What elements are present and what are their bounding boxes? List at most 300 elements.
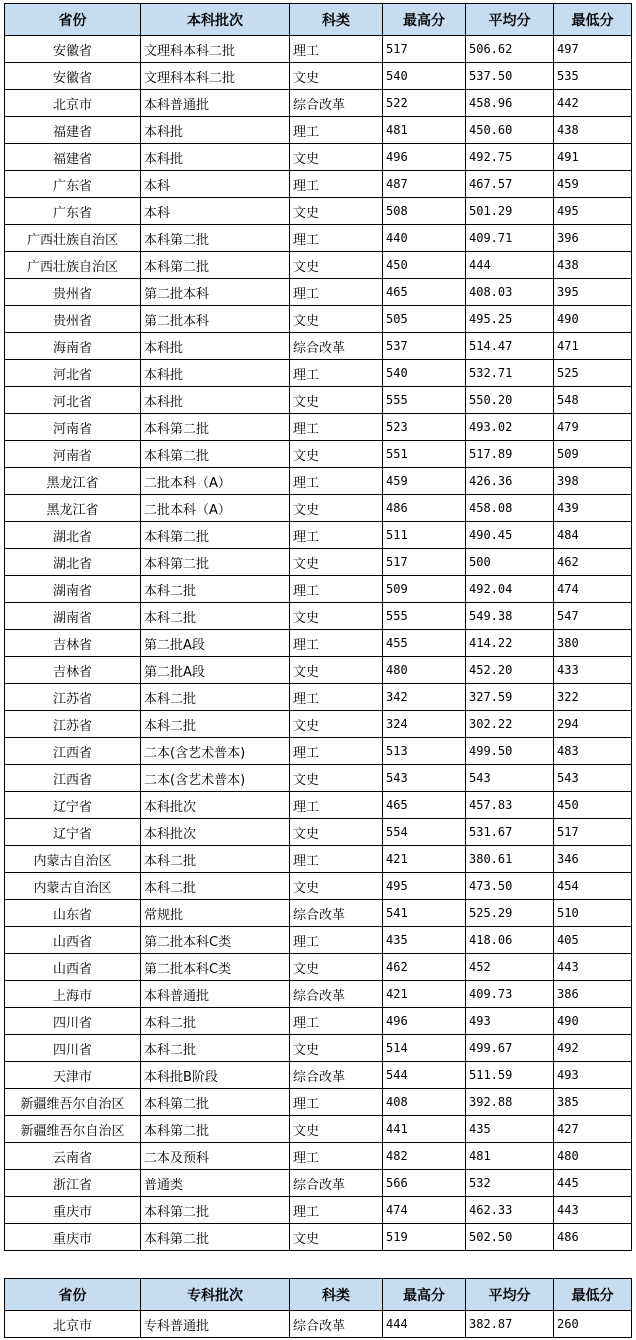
cell-batch: 第二批本科 — [141, 306, 290, 333]
cell-max-score: 554 — [383, 819, 466, 846]
cell-province: 山西省 — [5, 927, 141, 954]
cell-subject: 理工 — [290, 360, 383, 387]
table-row — [5, 1170, 632, 1197]
cell-max-score: 342 — [383, 684, 466, 711]
cell-subject: 综合改革 — [290, 981, 383, 1008]
cell-max-score: 541 — [383, 900, 466, 927]
cell-batch: 本科批 — [141, 360, 290, 387]
cell-min-score: 346 — [554, 846, 632, 873]
table-row — [5, 387, 632, 414]
cell-avg-score: 493.02 — [466, 414, 554, 441]
cell-min-score: 483 — [554, 738, 632, 765]
cell-subject: 文史 — [290, 441, 383, 468]
header-max-score: 最高分 — [383, 1279, 466, 1311]
table-row — [5, 1008, 632, 1035]
table-row — [5, 792, 632, 819]
cell-min-score: 443 — [554, 954, 632, 981]
cell-max-score: 566 — [383, 1170, 466, 1197]
cell-subject: 文史 — [290, 657, 383, 684]
table-row — [5, 1143, 632, 1170]
cell-subject: 理工 — [290, 414, 383, 441]
cell-avg-score: 458.08 — [466, 495, 554, 522]
cell-max-score: 555 — [383, 387, 466, 414]
table-row — [5, 1116, 632, 1143]
table-row — [5, 1062, 632, 1089]
table-row — [5, 1224, 632, 1251]
cell-max-score: 444 — [383, 1311, 466, 1338]
cell-subject: 理工 — [290, 630, 383, 657]
table-row — [5, 1311, 632, 1338]
header-subject: 科类 — [290, 1279, 383, 1311]
table-row — [5, 279, 632, 306]
table-row — [5, 657, 632, 684]
cell-batch: 文理科本科二批 — [141, 63, 290, 90]
cell-subject: 文史 — [290, 144, 383, 171]
cell-avg-score: 502.50 — [466, 1224, 554, 1251]
cell-avg-score: 490.45 — [466, 522, 554, 549]
cell-batch: 本科第二批 — [141, 1116, 290, 1143]
cell-subject: 综合改革 — [290, 1311, 383, 1338]
cell-avg-score: 499.50 — [466, 738, 554, 765]
cell-min-score: 454 — [554, 873, 632, 900]
cell-batch: 本科批次 — [141, 819, 290, 846]
cell-province: 天津市 — [5, 1062, 141, 1089]
cell-province: 重庆市 — [5, 1197, 141, 1224]
cell-province: 广西壮族自治区 — [5, 225, 141, 252]
cell-min-score: 491 — [554, 144, 632, 171]
cell-province: 内蒙古自治区 — [5, 846, 141, 873]
table-row — [5, 144, 632, 171]
cell-batch: 本科 — [141, 198, 290, 225]
table-row — [5, 333, 632, 360]
cell-min-score: 439 — [554, 495, 632, 522]
cell-max-score: 517 — [383, 36, 466, 63]
cell-batch: 本科二批 — [141, 603, 290, 630]
cell-batch: 本科第二批 — [141, 225, 290, 252]
cell-subject: 理工 — [290, 927, 383, 954]
cell-batch: 本科二批 — [141, 1008, 290, 1035]
cell-subject: 文史 — [290, 252, 383, 279]
table-row — [5, 414, 632, 441]
cell-subject: 理工 — [290, 1089, 383, 1116]
table-row — [5, 549, 632, 576]
cell-avg-score: 495.25 — [466, 306, 554, 333]
cell-subject: 理工 — [290, 738, 383, 765]
cell-max-score: 496 — [383, 1008, 466, 1035]
cell-max-score: 480 — [383, 657, 466, 684]
cell-max-score: 324 — [383, 711, 466, 738]
cell-max-score: 523 — [383, 414, 466, 441]
cell-batch: 本科第二批 — [141, 522, 290, 549]
undergrad-table-body — [5, 36, 632, 1251]
cell-subject: 理工 — [290, 684, 383, 711]
cell-avg-score: 418.06 — [466, 927, 554, 954]
cell-avg-score: 392.88 — [466, 1089, 554, 1116]
cell-min-score: 450 — [554, 792, 632, 819]
cell-batch: 本科 — [141, 171, 290, 198]
cell-max-score: 511 — [383, 522, 466, 549]
cell-avg-score: 327.59 — [466, 684, 554, 711]
cell-subject: 文史 — [290, 1116, 383, 1143]
cell-avg-score: 452.20 — [466, 657, 554, 684]
cell-min-score: 386 — [554, 981, 632, 1008]
cell-max-score: 540 — [383, 360, 466, 387]
cell-province: 四川省 — [5, 1035, 141, 1062]
cell-max-score: 465 — [383, 279, 466, 306]
cell-min-score: 385 — [554, 1089, 632, 1116]
cell-min-score: 442 — [554, 90, 632, 117]
cell-min-score: 493 — [554, 1062, 632, 1089]
cell-province: 安徽省 — [5, 63, 141, 90]
header-province: 省份 — [5, 4, 141, 36]
cell-avg-score: 532 — [466, 1170, 554, 1197]
table-row — [5, 900, 632, 927]
cell-max-score: 440 — [383, 225, 466, 252]
cell-province: 新疆维吾尔自治区 — [5, 1116, 141, 1143]
cell-avg-score: 543 — [466, 765, 554, 792]
cell-batch: 文理科本科二批 — [141, 36, 290, 63]
cell-avg-score: 450.60 — [466, 117, 554, 144]
cell-max-score: 435 — [383, 927, 466, 954]
cell-avg-score: 550.20 — [466, 387, 554, 414]
cell-batch: 本科二批 — [141, 846, 290, 873]
table-row — [5, 819, 632, 846]
cell-max-score: 482 — [383, 1143, 466, 1170]
cell-batch: 第二批本科C类 — [141, 927, 290, 954]
cell-province: 重庆市 — [5, 1224, 141, 1251]
cell-min-score: 490 — [554, 1008, 632, 1035]
cell-max-score: 465 — [383, 792, 466, 819]
cell-min-score: 548 — [554, 387, 632, 414]
cell-subject: 理工 — [290, 117, 383, 144]
cell-subject: 文史 — [290, 306, 383, 333]
cell-subject: 综合改革 — [290, 1170, 383, 1197]
cell-min-score: 480 — [554, 1143, 632, 1170]
cell-province: 江西省 — [5, 738, 141, 765]
cell-province: 河南省 — [5, 441, 141, 468]
cell-subject: 文史 — [290, 63, 383, 90]
cell-batch: 本科普通批 — [141, 90, 290, 117]
cell-batch: 本科批B阶段 — [141, 1062, 290, 1089]
cell-avg-score: 531.67 — [466, 819, 554, 846]
cell-subject: 理工 — [290, 171, 383, 198]
header-subject: 科类 — [290, 4, 383, 36]
cell-province: 辽宁省 — [5, 792, 141, 819]
cell-subject: 文史 — [290, 495, 383, 522]
header-batch: 专科批次 — [141, 1279, 290, 1311]
table-row — [5, 765, 632, 792]
cell-avg-score: 380.61 — [466, 846, 554, 873]
cell-batch: 二批本科（A） — [141, 468, 290, 495]
cell-max-score: 421 — [383, 846, 466, 873]
table-row — [5, 981, 632, 1008]
cell-batch: 本科二批 — [141, 1035, 290, 1062]
cell-batch: 本科批 — [141, 333, 290, 360]
cell-avg-score: 444 — [466, 252, 554, 279]
cell-max-score: 421 — [383, 981, 466, 1008]
header-avg-score: 平均分 — [466, 1279, 554, 1311]
cell-province: 北京市 — [5, 1311, 141, 1338]
cell-avg-score: 481 — [466, 1143, 554, 1170]
cell-min-score: 462 — [554, 549, 632, 576]
cell-province: 江西省 — [5, 765, 141, 792]
cell-province: 安徽省 — [5, 36, 141, 63]
cell-min-score: 547 — [554, 603, 632, 630]
cell-min-score: 396 — [554, 225, 632, 252]
cell-subject: 文史 — [290, 198, 383, 225]
cell-min-score: 486 — [554, 1224, 632, 1251]
cell-min-score: 495 — [554, 198, 632, 225]
cell-batch: 本科第二批 — [141, 1197, 290, 1224]
cell-province: 湖北省 — [5, 522, 141, 549]
cell-province: 福建省 — [5, 144, 141, 171]
cell-subject: 综合改革 — [290, 90, 383, 117]
cell-avg-score: 467.57 — [466, 171, 554, 198]
cell-subject: 文史 — [290, 819, 383, 846]
cell-avg-score: 506.62 — [466, 36, 554, 63]
cell-subject: 理工 — [290, 846, 383, 873]
table-row — [5, 954, 632, 981]
cell-province: 贵州省 — [5, 279, 141, 306]
cell-province: 山西省 — [5, 954, 141, 981]
cell-subject: 理工 — [290, 522, 383, 549]
cell-batch: 本科批 — [141, 387, 290, 414]
cell-subject: 文史 — [290, 549, 383, 576]
cell-min-score: 490 — [554, 306, 632, 333]
cell-min-score: 509 — [554, 441, 632, 468]
cell-min-score: 445 — [554, 1170, 632, 1197]
cell-batch: 本科二批 — [141, 684, 290, 711]
cell-subject: 综合改革 — [290, 333, 383, 360]
cell-max-score: 508 — [383, 198, 466, 225]
cell-max-score: 537 — [383, 333, 466, 360]
cell-batch: 本科第二批 — [141, 549, 290, 576]
cell-batch: 第二批本科C类 — [141, 954, 290, 981]
cell-province: 湖南省 — [5, 576, 141, 603]
cell-province: 广东省 — [5, 171, 141, 198]
cell-province: 河北省 — [5, 387, 141, 414]
cell-subject: 理工 — [290, 1008, 383, 1035]
table-row — [5, 1197, 632, 1224]
cell-min-score: 395 — [554, 279, 632, 306]
cell-subject: 理工 — [290, 576, 383, 603]
cell-avg-score: 492.75 — [466, 144, 554, 171]
header-province: 省份 — [5, 1279, 141, 1311]
cell-max-score: 462 — [383, 954, 466, 981]
table-row — [5, 225, 632, 252]
cell-subject: 文史 — [290, 954, 383, 981]
cell-min-score: 525 — [554, 360, 632, 387]
cell-min-score: 459 — [554, 171, 632, 198]
cell-max-score: 522 — [383, 90, 466, 117]
cell-avg-score: 500 — [466, 549, 554, 576]
cell-max-score: 474 — [383, 1197, 466, 1224]
cell-province: 海南省 — [5, 333, 141, 360]
cell-avg-score: 409.73 — [466, 981, 554, 1008]
cell-avg-score: 435 — [466, 1116, 554, 1143]
cell-min-score: 474 — [554, 576, 632, 603]
table-row — [5, 495, 632, 522]
cell-avg-score: 532.71 — [466, 360, 554, 387]
cell-batch: 本科二批 — [141, 711, 290, 738]
cell-province: 湖北省 — [5, 549, 141, 576]
cell-max-score: 517 — [383, 549, 466, 576]
cell-min-score: 510 — [554, 900, 632, 927]
table-row — [5, 252, 632, 279]
undergrad-score-table — [4, 3, 632, 1251]
cell-avg-score: 302.22 — [466, 711, 554, 738]
cell-max-score: 487 — [383, 171, 466, 198]
cell-province: 山东省 — [5, 900, 141, 927]
cell-max-score: 450 — [383, 252, 466, 279]
header-batch: 本科批次 — [141, 4, 290, 36]
cell-province: 广西壮族自治区 — [5, 252, 141, 279]
cell-min-score: 443 — [554, 1197, 632, 1224]
cell-max-score: 513 — [383, 738, 466, 765]
table-row — [5, 630, 632, 657]
cell-min-score: 427 — [554, 1116, 632, 1143]
cell-batch: 本科第二批 — [141, 252, 290, 279]
table-row — [5, 846, 632, 873]
cell-max-score: 408 — [383, 1089, 466, 1116]
table-row — [5, 117, 632, 144]
cell-batch: 本科第二批 — [141, 1089, 290, 1116]
cell-province: 辽宁省 — [5, 819, 141, 846]
cell-province: 贵州省 — [5, 306, 141, 333]
header-min-score: 最低分 — [554, 1279, 632, 1311]
cell-max-score: 544 — [383, 1062, 466, 1089]
cell-min-score: 471 — [554, 333, 632, 360]
cell-batch: 本科二批 — [141, 873, 290, 900]
cell-avg-score: 537.50 — [466, 63, 554, 90]
table-row — [5, 1089, 632, 1116]
cell-subject: 文史 — [290, 765, 383, 792]
cell-min-score: 517 — [554, 819, 632, 846]
cell-avg-score: 462.33 — [466, 1197, 554, 1224]
cell-batch: 二本(含艺术普本) — [141, 738, 290, 765]
cell-max-score: 514 — [383, 1035, 466, 1062]
cell-province: 吉林省 — [5, 630, 141, 657]
cell-subject: 综合改革 — [290, 900, 383, 927]
cell-batch: 本科第二批 — [141, 441, 290, 468]
cell-province: 四川省 — [5, 1008, 141, 1035]
cell-subject: 文史 — [290, 873, 383, 900]
cell-max-score: 496 — [383, 144, 466, 171]
cell-avg-score: 525.29 — [466, 900, 554, 927]
cell-batch: 专科普通批 — [141, 1311, 290, 1338]
cell-batch: 本科普通批 — [141, 981, 290, 1008]
cell-avg-score: 493 — [466, 1008, 554, 1035]
cell-avg-score: 501.29 — [466, 198, 554, 225]
cell-max-score: 455 — [383, 630, 466, 657]
cell-min-score: 260 — [554, 1311, 632, 1338]
cell-province: 河北省 — [5, 360, 141, 387]
cell-max-score: 543 — [383, 765, 466, 792]
table-row — [5, 603, 632, 630]
cell-batch: 本科第二批 — [141, 1224, 290, 1251]
cell-province: 吉林省 — [5, 657, 141, 684]
cell-min-score: 438 — [554, 117, 632, 144]
cell-batch: 普通类 — [141, 1170, 290, 1197]
table-row — [5, 711, 632, 738]
cell-max-score: 540 — [383, 63, 466, 90]
cell-min-score: 484 — [554, 522, 632, 549]
table-row — [5, 738, 632, 765]
table-row — [5, 441, 632, 468]
cell-batch: 本科第二批 — [141, 414, 290, 441]
cell-subject: 理工 — [290, 1197, 383, 1224]
table-row — [5, 684, 632, 711]
cell-avg-score: 408.03 — [466, 279, 554, 306]
cell-avg-score: 511.59 — [466, 1062, 554, 1089]
table-row — [5, 198, 632, 225]
table-row — [5, 576, 632, 603]
cell-min-score: 322 — [554, 684, 632, 711]
header-row — [5, 1279, 632, 1311]
cell-avg-score: 517.89 — [466, 441, 554, 468]
header-row — [5, 4, 632, 36]
cell-subject: 理工 — [290, 225, 383, 252]
cell-min-score: 492 — [554, 1035, 632, 1062]
cell-province: 江苏省 — [5, 684, 141, 711]
junior-college-score-table — [4, 1278, 632, 1338]
cell-avg-score: 549.38 — [466, 603, 554, 630]
cell-province: 江苏省 — [5, 711, 141, 738]
cell-province: 北京市 — [5, 90, 141, 117]
cell-province: 浙江省 — [5, 1170, 141, 1197]
cell-subject: 文史 — [290, 1224, 383, 1251]
cell-province: 湖南省 — [5, 603, 141, 630]
cell-min-score: 405 — [554, 927, 632, 954]
table-row — [5, 468, 632, 495]
table-row — [5, 927, 632, 954]
cell-subject: 理工 — [290, 1143, 383, 1170]
cell-max-score: 551 — [383, 441, 466, 468]
cell-subject: 理工 — [290, 36, 383, 63]
cell-avg-score: 457.83 — [466, 792, 554, 819]
cell-batch: 二批本科（A） — [141, 495, 290, 522]
cell-province: 上海市 — [5, 981, 141, 1008]
cell-batch: 本科批 — [141, 117, 290, 144]
cell-province: 黑龙江省 — [5, 468, 141, 495]
cell-avg-score: 499.67 — [466, 1035, 554, 1062]
cell-min-score: 497 — [554, 36, 632, 63]
cell-avg-score: 473.50 — [466, 873, 554, 900]
cell-province: 黑龙江省 — [5, 495, 141, 522]
cell-batch: 二本及预科 — [141, 1143, 290, 1170]
cell-batch: 第二批A段 — [141, 657, 290, 684]
cell-subject: 文史 — [290, 387, 383, 414]
cell-avg-score: 426.36 — [466, 468, 554, 495]
cell-subject: 综合改革 — [290, 1062, 383, 1089]
cell-max-score: 481 — [383, 117, 466, 144]
cell-subject: 文史 — [290, 1035, 383, 1062]
table-row — [5, 1035, 632, 1062]
cell-avg-score: 409.71 — [466, 225, 554, 252]
cell-province: 广东省 — [5, 198, 141, 225]
cell-province: 新疆维吾尔自治区 — [5, 1089, 141, 1116]
table-row — [5, 522, 632, 549]
cell-subject: 理工 — [290, 279, 383, 306]
cell-province: 云南省 — [5, 1143, 141, 1170]
cell-batch: 第二批本科 — [141, 279, 290, 306]
cell-subject: 理工 — [290, 792, 383, 819]
cell-subject: 文史 — [290, 603, 383, 630]
cell-province: 内蒙古自治区 — [5, 873, 141, 900]
cell-avg-score: 514.47 — [466, 333, 554, 360]
cell-min-score: 543 — [554, 765, 632, 792]
table-row — [5, 306, 632, 333]
